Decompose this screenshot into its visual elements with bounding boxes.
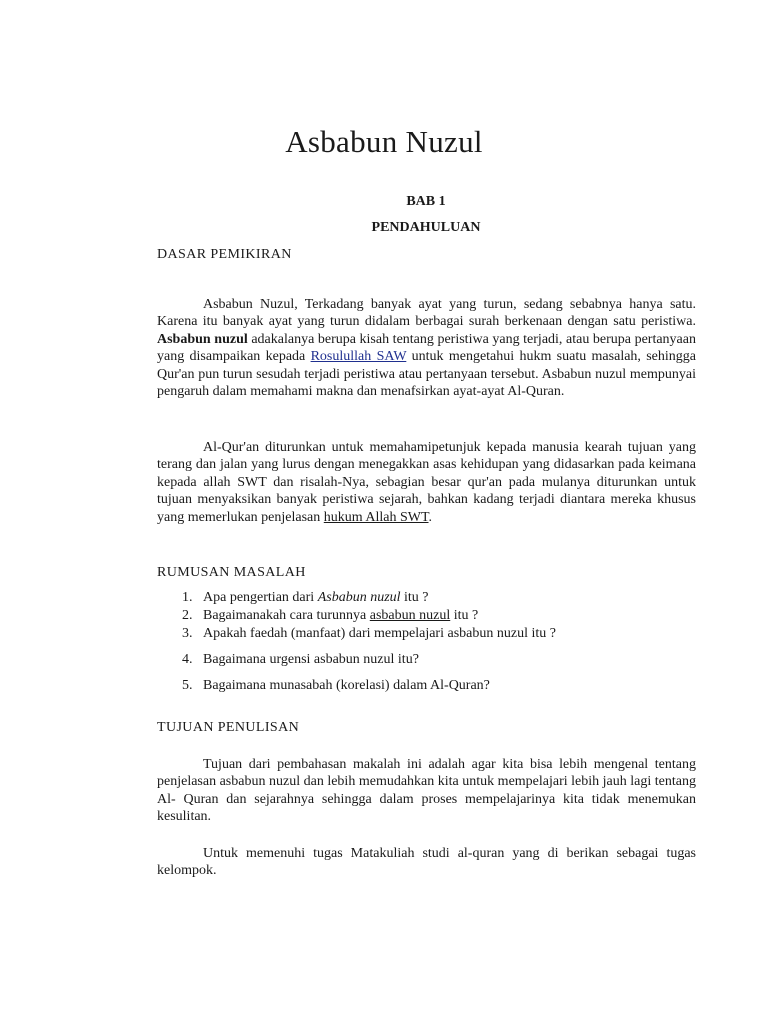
text-span: . xyxy=(428,509,433,525)
hukum-allah-link[interactable]: hukum Allah SWT xyxy=(323,509,429,525)
text-span: Apa pengertian dari xyxy=(203,590,318,605)
rosulullah-link[interactable]: Rosulullah SAW xyxy=(310,349,407,365)
asbabun-nuzul-link[interactable]: asbabun nuzul xyxy=(369,608,451,623)
list-number: 3. xyxy=(182,626,193,641)
bold-term: Asbabun nuzul xyxy=(157,331,248,347)
text-span: Al-Qur'an diturunkan untuk memahamipetunjuk kepada manusia kearah tujuan yang terang dan jalan yang lurus dengan menegakkan asas kehidupan yang didasarkan pada keimana kepada allah SWT dan risalah-Nya, sebagian besar qur'an pada mulanya diturunkan untuk tujuan menyaksikan banyak peristiwa sejarah, bahkan kadang terjadi diantara mereka khusus yang memerlukan penjelasan xyxy=(157,440,696,525)
list-text: Apakah faedah (manfaat) dari mempelajari asbabun nuzul itu ? xyxy=(203,626,556,641)
paragraph-tujuan-2: Untuk memenuhi tugas Matakuliah studi al-quran yang di berikan sebagai tugas kelompok. xyxy=(157,846,696,879)
chapter-title: PENDAHULUAN xyxy=(371,220,481,235)
section-heading-dasar: DASAR PEMIKIRAN xyxy=(157,247,292,262)
text-span: untuk mengetahui hukm suatu masalah, sehingga Qur'an pun turun sesudah terjadi peristiwa atau pertanyaan tersebut. Asbabun nuzul mempunyai pengaruh dalam memahami makna dan menafsirkan ayat-ayat Al-Quran. xyxy=(157,349,697,400)
text-span: Asbabun Nuzul, Terkadang banyak ayat yang turun, sedang sebabnya hanya satu. Karena itu banyak ayat yang turun didalam berbagai surah berkenaan dengan satu peristiwa. xyxy=(157,297,696,330)
section-heading-tujuan: TUJUAN PENULISAN xyxy=(157,720,300,735)
list-text xyxy=(203,608,478,624)
document-title: Asbabun Nuzul xyxy=(285,124,483,159)
paragraph-dasar-1 xyxy=(157,296,696,400)
list-number: 5. xyxy=(182,678,193,693)
text-span: itu ? xyxy=(450,608,479,623)
paragraph-tujuan-1: Tujuan dari pembahasan makalah ini adalah agar kita bisa lebih mengenal tentang penjelasan asbabun nuzul dan lebih memudahkan kita untuk mempelajari lebih jauh lagi tentang Al- Quran dan sejarahnya sehingga dalam proses mempelajarinya kita tidak menemukan kesulitan. xyxy=(157,757,696,825)
text-span: Bagaimanakah cara turunnya xyxy=(203,608,370,623)
list-text xyxy=(203,590,429,606)
list-number: 2. xyxy=(182,608,193,623)
chapter-number: BAB 1 xyxy=(406,194,446,209)
list-text: Bagaimana munasabah (korelasi) dalam Al-Quran? xyxy=(203,678,490,693)
list-number: 1. xyxy=(182,590,193,605)
italic-term: Asbabun nuzul xyxy=(317,590,401,605)
text-span: itu ? xyxy=(400,590,429,605)
list-number: 4. xyxy=(182,652,193,667)
section-heading-rumusan: RUMUSAN MASALAH xyxy=(157,565,306,580)
list-text: Bagaimana urgensi asbabun nuzul itu? xyxy=(203,652,419,667)
text-span: adakalanya berupa kisah tentang peristiwa yang terjadi, atau berupa pertanyaan yang disampaikan kepada xyxy=(157,331,696,365)
paragraph-dasar-2 xyxy=(157,439,696,526)
